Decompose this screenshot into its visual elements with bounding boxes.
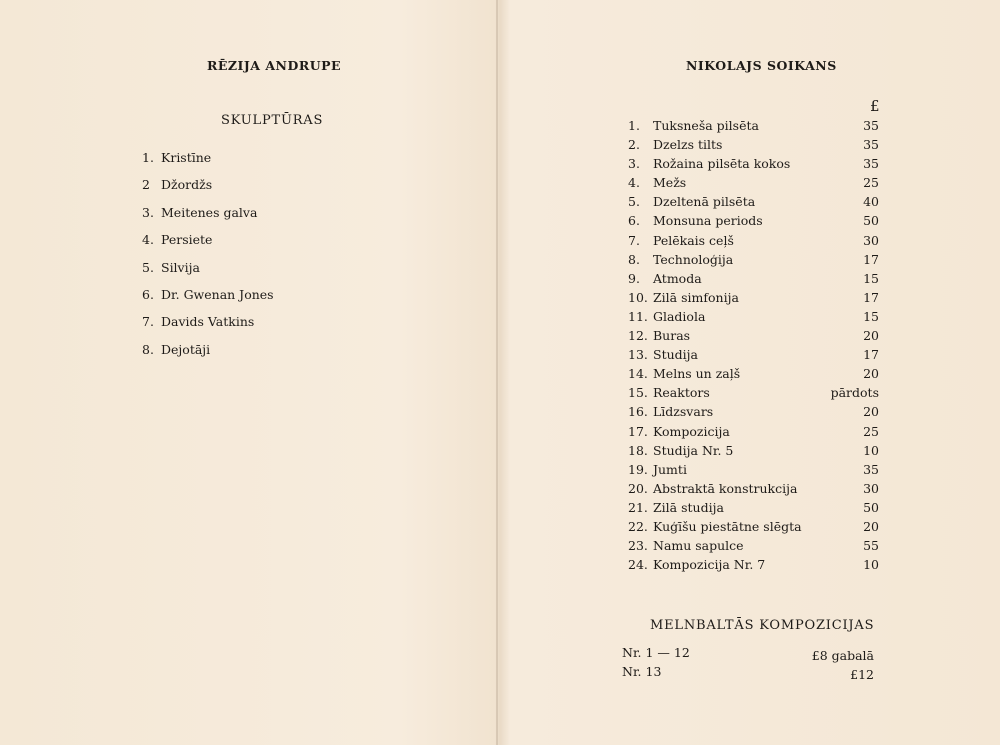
work-item — [628, 347, 879, 366]
bw-item — [622, 664, 874, 683]
work-number: 5. — [628, 194, 640, 210]
work-item — [628, 328, 879, 347]
work-item — [628, 156, 879, 175]
sculpture-title: Meitenes galva — [161, 204, 258, 220]
work-title: Namu sapulce — [653, 538, 744, 554]
work-price: 35 — [863, 137, 879, 153]
work-number: 21. — [628, 499, 648, 515]
work-price: 20 — [863, 404, 879, 420]
work-price: 20 — [863, 328, 879, 344]
work-number: 24. — [628, 557, 648, 573]
bw-compositions-list — [622, 645, 874, 683]
sculpture-title: Persiete — [161, 232, 213, 248]
work-title: Abstraktā konstrukcija — [653, 480, 798, 496]
work-price: 35 — [863, 156, 879, 172]
work-item — [628, 271, 879, 290]
work-title: Monsuna periods — [653, 213, 763, 229]
work-item — [628, 404, 879, 423]
work-title: Reaktors — [653, 385, 710, 401]
work-item — [628, 481, 879, 500]
work-title: Līdzsvars — [653, 404, 714, 420]
work-title: Studija — [653, 347, 698, 363]
work-number: 6. — [628, 213, 640, 229]
work-number: 23. — [628, 538, 648, 554]
work-price: 30 — [863, 232, 879, 248]
work-number: 2. — [628, 137, 640, 153]
work-title: Pelēkais ceļš — [653, 232, 734, 248]
sculpture-item — [142, 232, 274, 259]
sculpture-title: Kristīne — [161, 150, 212, 165]
work-price: 50 — [863, 213, 879, 229]
work-price: 55 — [863, 538, 879, 554]
work-item — [628, 175, 879, 194]
work-title: Kuģīšu piestātne slēgta — [653, 518, 802, 534]
price-currency-header: £ — [870, 97, 880, 115]
work-number: 18. — [628, 442, 648, 458]
work-price: 10 — [863, 442, 879, 458]
work-item — [628, 500, 879, 519]
work-item — [628, 309, 879, 328]
work-price: 17 — [863, 251, 879, 267]
sculpture-number: 6. — [142, 286, 154, 302]
bw-item-label: Nr. 13 — [622, 664, 662, 679]
work-title: Zilā simfonija — [653, 289, 739, 305]
page-fold — [496, 0, 498, 745]
work-title: Jumti — [653, 461, 687, 477]
bw-item-price: £12 — [850, 667, 874, 682]
bw-item — [622, 645, 874, 664]
work-title: Mežs — [653, 175, 687, 191]
work-price: 17 — [863, 289, 879, 305]
work-price: 20 — [863, 518, 879, 534]
work-title: Kompozicija — [653, 423, 730, 439]
work-title: Technoloģija — [653, 251, 734, 267]
sculpture-number: 8. — [142, 341, 154, 357]
sculpture-title: Dr. Gwenan Jones — [161, 286, 274, 302]
work-price: 35 — [863, 461, 879, 477]
sculpture-number: 3. — [142, 204, 154, 220]
work-item — [628, 137, 879, 156]
work-item — [628, 252, 879, 271]
work-item — [628, 118, 879, 137]
work-price: 30 — [863, 480, 879, 496]
sculpture-number: 2 — [142, 177, 150, 193]
work-number: 1. — [628, 118, 640, 133]
sculpture-title: Džordžs — [161, 177, 213, 193]
sculpture-number: 7. — [142, 314, 154, 330]
work-item — [628, 385, 879, 404]
artist-name-left: RĒZIJA ANDRUPE — [207, 58, 342, 73]
sculpture-item — [142, 260, 274, 287]
bw-item-label: Nr. 1 — 12 — [622, 645, 690, 660]
work-title: Kompozicija Nr. 7 — [653, 557, 766, 573]
work-number: 11. — [628, 308, 648, 324]
work-number: 13. — [628, 347, 648, 363]
bw-compositions-heading: MELNBALTĀS KOMPOZICIJAS — [650, 618, 875, 633]
sculpture-item — [142, 314, 274, 341]
work-number: 12. — [628, 328, 648, 344]
work-item — [628, 424, 879, 443]
work-number: 4. — [628, 175, 640, 191]
work-item — [628, 519, 879, 538]
work-price: 10 — [863, 557, 879, 573]
sculpture-item — [142, 177, 274, 204]
work-number: 7. — [628, 232, 640, 248]
sculpture-item — [142, 150, 274, 177]
work-title: Dzeltenā pilsēta — [653, 194, 756, 210]
work-number: 20. — [628, 480, 648, 496]
work-price: 25 — [863, 175, 879, 191]
work-title: Atmoda — [653, 270, 702, 286]
work-price: 20 — [863, 366, 879, 382]
sculpture-list — [142, 150, 274, 369]
work-item — [628, 290, 879, 309]
work-title: Dzelzs tilts — [653, 137, 723, 153]
work-number: 14. — [628, 366, 648, 382]
sculpture-item — [142, 287, 274, 314]
left-page — [0, 0, 496, 745]
work-number: 22. — [628, 518, 648, 534]
work-title: Buras — [653, 328, 691, 344]
sculpture-title: Silvija — [161, 259, 200, 275]
work-item — [628, 557, 879, 576]
work-price: 50 — [863, 499, 879, 515]
work-item — [628, 462, 879, 481]
work-number: 10. — [628, 289, 648, 305]
sculpture-item — [142, 342, 274, 369]
works-list — [628, 118, 879, 576]
work-number: 16. — [628, 404, 648, 420]
work-title: Tuksneša pilsēta — [653, 118, 759, 133]
sculpture-item — [142, 205, 274, 232]
bw-item-price: £8 gabalā — [811, 648, 874, 663]
work-number: 19. — [628, 461, 648, 477]
work-price: 17 — [863, 347, 879, 363]
sculpture-title: Davids Vatkins — [161, 314, 255, 330]
work-title: Studija Nr. 5 — [653, 442, 734, 458]
work-price: 40 — [863, 194, 879, 210]
work-item — [628, 366, 879, 385]
work-number: 15. — [628, 385, 648, 401]
work-item — [628, 213, 879, 232]
work-number: 17. — [628, 423, 648, 439]
work-price: pārdots — [830, 385, 879, 401]
work-title: Zilā studija — [653, 499, 724, 515]
right-page — [500, 0, 1000, 745]
work-item — [628, 194, 879, 213]
work-number: 3. — [628, 156, 640, 172]
work-title: Gladiola — [653, 308, 706, 324]
work-item — [628, 233, 879, 252]
work-title: Rožaina pilsēta kokos — [653, 156, 791, 172]
work-price: 15 — [863, 270, 879, 286]
work-title: Melns un zaļš — [653, 366, 741, 382]
work-price: 35 — [863, 118, 879, 133]
work-price: 15 — [863, 308, 879, 324]
work-number: 8. — [628, 251, 640, 267]
sculpture-number: 1. — [142, 150, 154, 165]
work-item — [628, 443, 879, 462]
sculpture-number: 5. — [142, 259, 154, 275]
work-price: 25 — [863, 423, 879, 439]
work-item — [628, 538, 879, 557]
sculpture-title: Dejotāji — [161, 341, 211, 357]
sculptures-heading: SKULPTŪRAS — [221, 113, 324, 128]
sculpture-number: 4. — [142, 232, 154, 248]
work-number: 9. — [628, 270, 640, 286]
artist-name-right: NIKOLAJS SOIKANS — [686, 58, 837, 73]
